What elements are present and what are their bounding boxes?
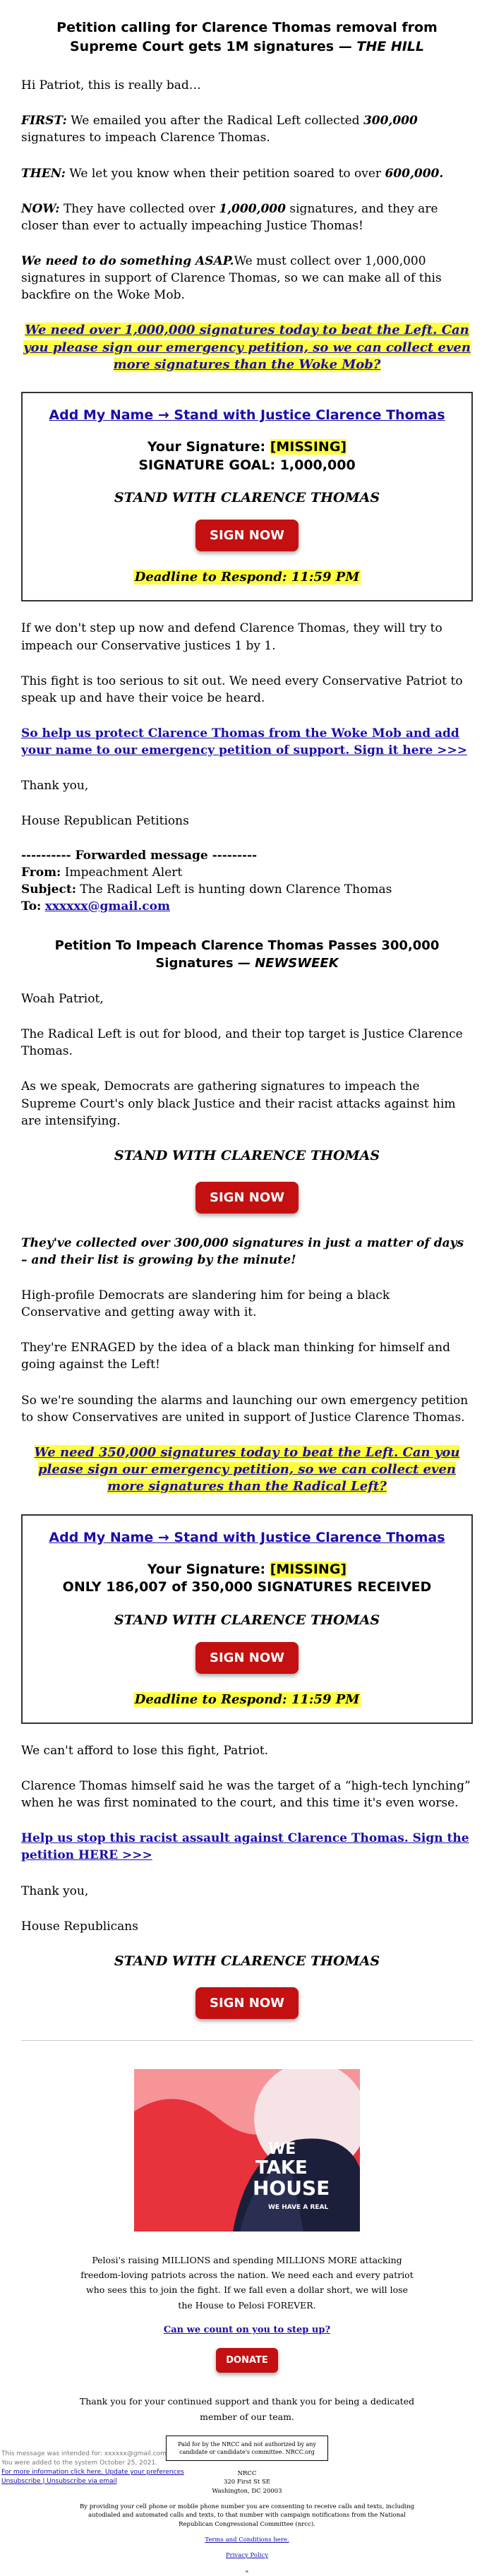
footer-text: Pelosi's raising MILLIONS and spending MILLIONS MORE attacking freedom-loving patriots across the nation. We need each and every patriot who sees this to join the fight. If we fall even a dollar short, we will lose the House to Pelosi FOREVER.: [80, 2254, 414, 2311]
divider: [21, 2040, 473, 2041]
paragraph: If we don't step up now and defend Clarence Thomas, they will try to impeach our Conservative justices 1 by 1.: [21, 621, 442, 653]
paragraph: Clarence Thomas himself said he was the target of a “high-tech lynching” when he was first nominated to the court, and this time it's even worse.: [21, 1779, 471, 1811]
cta-link-2[interactable]: We need 350,000 signatures today to beat the Left. Can you please sign our emergency petition, so we can collect even more signatures than the Radical Left?: [34, 1444, 460, 1494]
stand-heading: STAND WITH CLARENCE THOMAS: [114, 490, 380, 506]
greeting: Hi Patriot, this is really bad…: [21, 78, 201, 93]
signature-count: ONLY 186,007 of 350,000 SIGNATURES RECEIVED: [62, 1579, 432, 1595]
email-body: [21, 0, 473, 2019]
intended-for: This message was intended for: xxxxxx@gmail.com: [1, 2450, 167, 2457]
paragraph-now: NOW: They have collected over 1,000,000 signatures, and they are closer than ever to actually impeaching Justice Thomas!: [21, 201, 438, 233]
petition-box-1: [21, 392, 473, 601]
paragraph: So we're sounding the alarms and launching our own emergency petition to show Conservatives are united in support of Justice Clarence Thomas.: [21, 1393, 469, 1425]
unsubscribe-links[interactable]: Unsubscribe | Unsubscribe via email: [1, 2478, 117, 2486]
add-name-link[interactable]: Add My Name → Stand with Justice Clarence Thomas: [49, 1529, 445, 1545]
list-footer: [0, 2450, 184, 2486]
paragraph: The Radical Left is out for blood, and their top target is Justice Clarence Thomas.: [21, 1027, 463, 1059]
sign-now-button[interactable]: SIGN NOW: [195, 520, 299, 551]
paragraph-first: FIRST: We emailed you after the Radical Left collected 300,000 signatures to impeach Clarence Thomas.: [21, 114, 418, 145]
sign-now-button[interactable]: SIGN NOW: [195, 1642, 299, 1674]
paragraph-then: THEN: We let you know when their petition soared to over 600,000.: [21, 166, 444, 181]
signature-name: House Republicans: [21, 1919, 138, 1934]
added-date: You were added to the system October 25, 2021.: [1, 2460, 157, 2467]
address-block: NRCC 320 First St SE Washington, DC 20003: [212, 2470, 282, 2495]
stand-heading: STAND WITH CLARENCE THOMAS: [114, 1612, 380, 1628]
chevron-left-icon: «: [245, 2568, 249, 2575]
sign-now-button[interactable]: SIGN NOW: [195, 1987, 299, 2019]
forwarded-header: ---------- Forwarded message --------- From: Impeachment Alert Subject: The Radical Left is hunting down Clarence Thomas To: xxxxxx@gmail.com: [21, 848, 473, 915]
headline: Petition calling for Clarence Thomas removal from Supreme Court gets 1M signatures — THE HILL: [56, 20, 438, 54]
paragraph-emphasis: They've collected over 300,000 signatures in just a matter of days – and their list is growing by the minute!: [21, 1235, 464, 1267]
deadline: Deadline to Respond: 11:59 PM: [134, 570, 360, 585]
paragraph: We can't afford to lose this fight, Patriot.: [21, 1743, 269, 1758]
signature-name: House Republican Petitions: [21, 814, 189, 829]
banner-text: WE: [268, 2140, 296, 2158]
sms-consent: By providing your cell phone or mobile phone number you are consenting to receive calls and texts, including autodialed and automated calls and texts, to that number with campaign notifications from the National Republican Congressional Committee (nrcc).: [79, 2503, 415, 2528]
signature-goal: SIGNATURE GOAL: 1,000,000: [138, 457, 356, 473]
signature-line: Your Signature: [MISSING]: [147, 439, 347, 455]
signature-value: [MISSING]: [270, 439, 347, 455]
paragraph-asap: We need to do something ASAP.We must collect over 1,000,000 signatures in support of Clarence Thomas, so we can make all of this backfire on the Woke Mob.: [21, 253, 442, 303]
thank-you: Thank you,: [21, 1883, 89, 1898]
paragraph: High-profile Democrats are slandering him for being a black Conservative and getting away with it.: [21, 1288, 390, 1320]
paragraph: They're ENRAGED by the idea of a black man thinking for himself and going against the Left!: [21, 1341, 450, 1372]
headline-2: Petition To Impeach Clarence Thomas Passes 300,000 Signatures — NEWSWEEK: [54, 937, 440, 971]
donate-button[interactable]: DONATE: [216, 2348, 278, 2373]
stop-assault-link[interactable]: Help us stop this racist assault against Clarence Thomas. Sign the petition HERE >>>: [21, 1831, 469, 1863]
paragraph: As we speak, Democrats are gathering signatures to impeach the Supreme Court's only black Justice and their racist attacks against him are intensifying.: [21, 1079, 456, 1128]
banner-text: TAKE: [255, 2157, 308, 2179]
signature-line: Your Signature: [MISSING]: [147, 1561, 347, 1577]
deadline: Deadline to Respond: 11:59 PM: [134, 1691, 360, 1707]
thank-you: Thank you,: [21, 779, 89, 793]
take-house-banner[interactable]: [134, 2069, 360, 2231]
stand-heading: STAND WITH CLARENCE THOMAS: [114, 1953, 380, 1969]
sign-now-button[interactable]: SIGN NOW: [195, 1182, 299, 1214]
forward-separator: ---------- Forwarded message ---------: [21, 849, 258, 863]
banner-text: HOUSE: [253, 2176, 330, 2200]
banner-text: WE HAVE A REAL: [268, 2203, 329, 2211]
footer: [78, 2069, 416, 2576]
footer-thanks: Thank you for your continued support and thank you for being a dedicated member of our team.: [79, 2396, 415, 2422]
privacy-link[interactable]: Privacy Policy: [225, 2552, 269, 2560]
paragraph: This fight is too serious to sit out. We need every Conservative Patriot to speak up and have their voice be heard.: [21, 673, 463, 705]
count-on-you-link[interactable]: Can we count on you to step up?: [163, 2324, 331, 2335]
terms-link[interactable]: Terms and Conditions here.: [205, 2536, 289, 2544]
headline-source: THE HILL: [356, 38, 424, 54]
add-name-link[interactable]: Add My Name → Stand with Justice Clarence Thomas: [49, 407, 445, 424]
from-value: Impeachment Alert: [61, 865, 183, 880]
cta-link-1[interactable]: We need over 1,000,000 signatures today to beat the Left. Can you please sign our emergency petition, so we can collect even more signatures than the Woke Mob?: [23, 323, 471, 372]
paragraph: Woah Patriot,: [21, 992, 104, 1007]
to-email-link[interactable]: xxxxxx@gmail.com: [44, 899, 170, 913]
stand-heading: STAND WITH CLARENCE THOMAS: [114, 1147, 380, 1163]
paid-for-disclaimer: Paid for by the NRCC and not authorized by any candidate or candidate's committee. NRCC.org: [166, 2436, 328, 2461]
more-info-link[interactable]: For more information click here. Update your preferences: [1, 2469, 184, 2476]
petition-box-2: [21, 1514, 473, 1724]
signature-value: [MISSING]: [270, 1561, 347, 1577]
subject-value: The Radical Left is hunting down Clarence Thomas: [76, 882, 392, 897]
protect-link[interactable]: So help us protect Clarence Thomas from the Woke Mob and add your name to our emergency petition of support. Sign it here >>>: [21, 726, 467, 758]
